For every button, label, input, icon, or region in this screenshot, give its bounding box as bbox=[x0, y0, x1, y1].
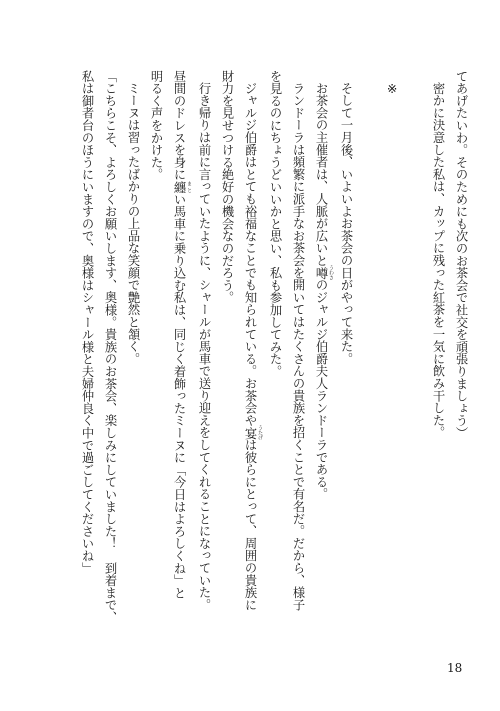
ruby-base: 噂 bbox=[314, 265, 328, 281]
text-line: 「こちらこそ、よろしくお願いします、奥様。貴族のお茶会、楽しみにしていました！ 到着まで、 bbox=[103, 70, 117, 624]
text-line: 行き帰りは前に言っていたように、シャールが馬車で送り迎えをしてくれることになっていた。 bbox=[197, 82, 211, 612]
text-segment: は彼らにとって、周囲の貴族に bbox=[243, 439, 257, 612]
text-line: ミーヌは習ったばかりの上品な笑顔で艶然と頷く。 bbox=[126, 82, 140, 366]
blank-line bbox=[403, 70, 426, 626]
ruby-text: うわさ bbox=[328, 265, 334, 281]
text-line: 密かに決意した私は、カップに残った紅茶を一気に飲み干した。 bbox=[431, 82, 445, 439]
text-segment: ジャルジ伯爵はとても裕福なことでも知られている。お茶会や bbox=[243, 82, 257, 427]
text-line bbox=[238, 70, 263, 626]
text-line: 財力を見せつける絶好の機会なのだろう。 bbox=[220, 70, 234, 304]
ruby-annotation bbox=[314, 265, 334, 281]
text-segment: 昼間のドレスを身に bbox=[172, 70, 186, 181]
scene-break: ※ bbox=[385, 82, 399, 97]
text-line: ランドーラは頻繁に派手なお茶会を開いてはたくさんの貴族を招くことで有名だ。だから、様子 bbox=[291, 82, 305, 612]
ruby-text: まと bbox=[186, 180, 192, 194]
ruby-base: 宴 bbox=[243, 425, 257, 441]
ruby-text: うたげ bbox=[257, 425, 263, 441]
text-line bbox=[167, 70, 192, 626]
text-segment: お茶会の主催者は、人脈が広いと bbox=[314, 82, 328, 267]
ruby-annotation bbox=[172, 180, 192, 194]
text-segment: い馬車に乗り込む私は、同じく着飾ったミーヌに「今日はよろしくね」と bbox=[172, 193, 186, 599]
ruby-annotation bbox=[243, 425, 263, 441]
page-number: 18 bbox=[447, 661, 463, 675]
text-line: そして一月後、いよいよお茶会の日がやって来た。 bbox=[339, 82, 353, 366]
text-segment: のジャルジ伯爵夫人ランドーラである。 bbox=[314, 279, 328, 501]
blank-line bbox=[357, 70, 380, 626]
text-line: 私は御者台のほうにいますので、奥様はシャール様と夫婦仲良く中で過ごしてくださいね」 bbox=[80, 70, 94, 575]
text-line: 明るく声をかけた。 bbox=[149, 70, 163, 181]
text-line: を見るのにちょうどいいかと思い、私も参加してみた。 bbox=[268, 70, 282, 378]
text-line: てあげたいわ。そのためにも次のお茶会で社交を頑張りましょう） bbox=[454, 70, 468, 439]
body-text bbox=[75, 70, 472, 626]
ruby-base: 纏 bbox=[172, 180, 186, 194]
text-line bbox=[309, 70, 334, 626]
